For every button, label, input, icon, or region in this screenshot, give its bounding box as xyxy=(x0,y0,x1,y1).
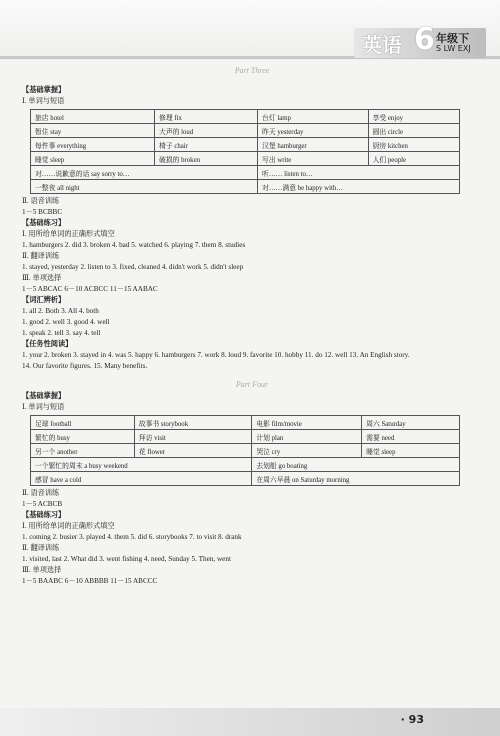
vocab-cell: 修理 fix xyxy=(155,110,258,124)
vocab-cell: 花 flower xyxy=(134,444,252,458)
vocab-cell: 大声的 loud xyxy=(155,124,258,138)
vocab-cell: 电影 film/movie xyxy=(252,416,362,430)
vocab-phrase-cell: 听…… listen to… xyxy=(258,166,460,180)
vocab-cell: 人们 people xyxy=(368,152,459,166)
vocab-cell: 计划 plan xyxy=(252,430,362,444)
vocab-phrase-cell: 对……满意 be happy with… xyxy=(258,180,460,194)
vocab-cell: 另一个 another xyxy=(31,444,135,458)
vocab-cell: 需要 need xyxy=(362,430,460,444)
p3-vocab-body xyxy=(31,110,460,194)
vocab-phrase-cell: 在周六早晨 on Saturday morning xyxy=(252,472,460,486)
vocab-cell: 周六 Saturday xyxy=(362,416,460,430)
vocab-row xyxy=(31,124,460,138)
subject-label: 英语 xyxy=(362,33,402,57)
p3-vocab-analysis-2: 1. good 2. well 3. good 4. well xyxy=(22,318,110,326)
vocab-cell: 暂住 stay xyxy=(31,124,155,138)
p3-choice-heading: Ⅲ. 单项选择 xyxy=(22,274,62,282)
vocab-cell: 每件事 everything xyxy=(31,138,155,152)
p3-vocab-analysis-1: 1. all 2. Both 3. All 4. both xyxy=(22,307,99,315)
vocab-cell: 繁忙的 busy xyxy=(31,430,135,444)
p3-translate-answers: 1. stayed, yesterday 2. listen to 3. fixed, cleaned 4. didn't work 5. didn't sleep xyxy=(22,263,244,271)
vocab-row xyxy=(31,444,460,458)
vocab-cell: 圆出 circle xyxy=(368,124,459,138)
p3-translate-heading: Ⅱ. 翻译训练 xyxy=(22,252,60,260)
p3-vocab-analysis-3: 1. speak 2. tell 3. say 4. tell xyxy=(22,329,101,337)
p4-choice-heading: Ⅲ. 单项选择 xyxy=(22,566,62,574)
p3-vocab-analysis-heading: 【词汇辨析】 xyxy=(22,296,66,304)
edition-label: S LW EXJ xyxy=(436,44,471,53)
vocab-phrase-row xyxy=(31,166,460,180)
vocab-row xyxy=(31,138,460,152)
vocab-cell: 昨天 yesterday xyxy=(258,124,369,138)
vocab-cell: 厨房 kitchen xyxy=(368,138,459,152)
vocab-cell: 故事书 storybook xyxy=(134,416,252,430)
p3-vocab-table xyxy=(30,109,460,194)
vocab-cell: 享受 enjoy xyxy=(368,110,459,124)
grade-number: 6 xyxy=(414,22,435,57)
vocab-cell: 台灯 lamp xyxy=(258,110,369,124)
vocab-cell: 旅店 hotel xyxy=(31,110,155,124)
vocab-phrase-cell: 一整夜 all night xyxy=(31,180,258,194)
vocab-phrase-cell: 去划船 go boating xyxy=(252,458,460,472)
vocab-phrase-cell: 对……说歉意的话 say sorry to… xyxy=(31,166,258,180)
vocab-phrase-cell: 感冒 have a cold xyxy=(31,472,252,486)
p3-basics-heading: 【基础掌握】 xyxy=(22,86,66,94)
p3-task-reading-answers-2: 14. Our favorite figures. 15. Many benefits. xyxy=(22,362,148,370)
p4-choice-answers: 1－5 BAABC 6－10 ABBBB 11－15 ABCCC xyxy=(22,577,158,585)
p3-choice-answers: 1－5 ABCAC 6－10 ACBCC 11－15 AABAC xyxy=(22,285,158,293)
p3-task-reading-answers-1: 1. your 2. broken 3. stayed in 4. was 5. happy 6. hamburgers 7. work 8. loud 9. favorite 10. hobby 11. do 12. well 13. An English story. xyxy=(22,351,410,359)
vocab-row xyxy=(31,430,460,444)
p4-practice-heading: 【基础练习】 xyxy=(22,511,66,519)
answer-content xyxy=(22,66,482,587)
vocab-cell: 足球 football xyxy=(31,416,135,430)
vocab-row xyxy=(31,152,460,166)
part-four-title: Part Four xyxy=(235,380,269,389)
vocab-cell: 汉堡 hamburger xyxy=(258,138,369,152)
p4-basics-heading: 【基础掌握】 xyxy=(22,392,66,400)
page-number: · 93 xyxy=(400,713,424,726)
p4-phonics-answers: 1－5 ACBCB xyxy=(22,500,63,508)
p3-phonics-answers: 1－5 BCBBC xyxy=(22,208,63,216)
p3-vocab-heading: Ⅰ. 单词与短语 xyxy=(22,97,65,105)
grade-label: 年级下 xyxy=(436,32,469,45)
book-brand xyxy=(354,22,486,58)
p4-phonics-heading: Ⅱ. 语音训练 xyxy=(22,489,60,497)
vocab-cell: 拜访 visit xyxy=(134,430,252,444)
p3-task-reading-heading: 【任务性阅读】 xyxy=(22,340,73,348)
vocab-phrase-row xyxy=(31,458,460,472)
vocab-cell: 椅子 chair xyxy=(155,138,258,152)
vocab-cell: 哭泣 cry xyxy=(252,444,362,458)
p4-fill-answers: 1. coming 2. busier 3. played 4. them 5. did 6. storybooks 7. to visit 8. drank xyxy=(22,533,242,541)
p3-phonics-heading: Ⅱ. 语音训练 xyxy=(22,197,60,205)
vocab-row xyxy=(31,416,460,430)
p4-fill-heading: Ⅰ. 用所给单词的正确形式填空 xyxy=(22,522,115,530)
part-three-title: Part Three xyxy=(234,66,270,75)
vocab-cell: 写出 write xyxy=(258,152,369,166)
vocab-cell: 破损的 broken xyxy=(155,152,258,166)
p4-vocab-body xyxy=(31,416,460,486)
p4-translate-answers: 1. visited, last 2. What did 3. went fishing 4. need, Sunday 5. Then, went xyxy=(22,555,231,563)
p4-vocab-table xyxy=(30,415,460,486)
vocab-cell: 睡觉 sleep xyxy=(362,444,460,458)
vocab-cell: 睡觉 sleep xyxy=(31,152,155,166)
vocab-row xyxy=(31,110,460,124)
p3-fill-answers: 1. hamburgers 2. did 3. broken 4. bad 5. watched 6. playing 7. them 8. studies xyxy=(22,241,246,249)
p4-vocab-heading: Ⅰ. 单词与短语 xyxy=(22,403,65,411)
vocab-phrase-row xyxy=(31,180,460,194)
p3-practice-heading: 【基础练习】 xyxy=(22,219,66,227)
vocab-phrase-row xyxy=(31,472,460,486)
vocab-phrase-cell: 一个繁忙的周末 a busy weekend xyxy=(31,458,252,472)
p3-fill-heading: Ⅰ. 用所给单词的正确形式填空 xyxy=(22,230,115,238)
footer-band xyxy=(0,708,500,736)
p4-translate-heading: Ⅱ. 翻译训练 xyxy=(22,544,60,552)
